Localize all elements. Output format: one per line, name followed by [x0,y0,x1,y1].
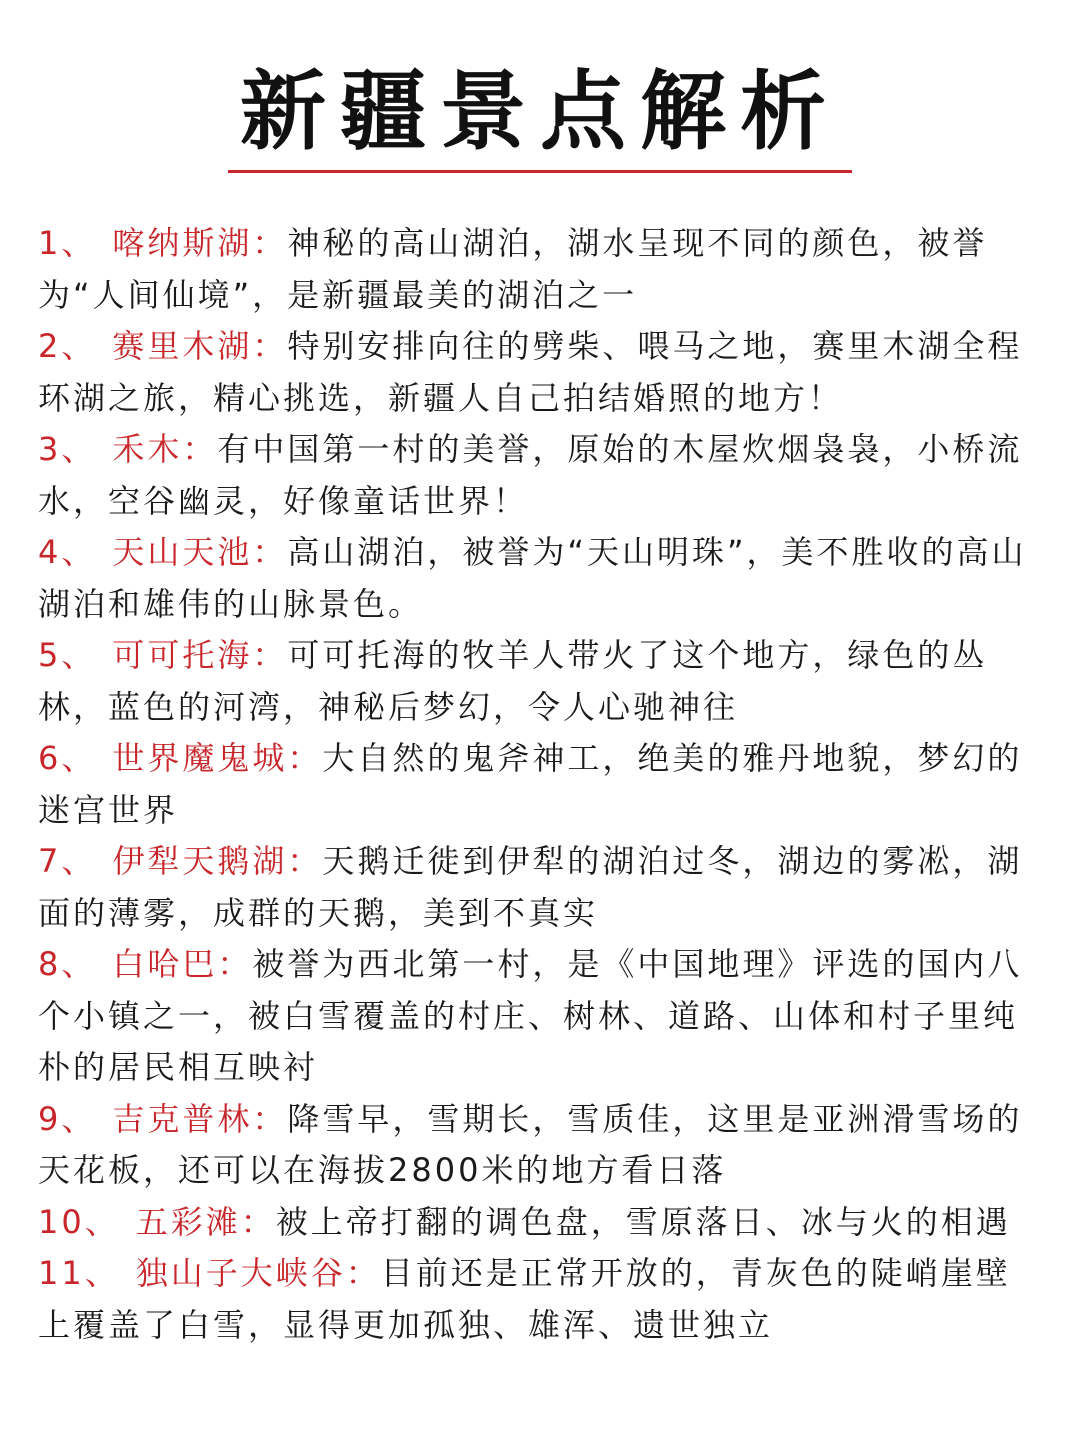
attraction-name: 吉克普林： [112,1099,288,1138]
item-number: 2、 [38,327,97,365]
item-number: 10、 [38,1202,120,1241]
attraction-list [38,218,1042,1351]
attraction-name: 赛里木湖： [112,327,288,365]
item-number: 11、 [38,1254,120,1292]
attraction-name: 独山子大峡谷： [135,1254,381,1292]
attraction-description: 特别安排向往的劈柴、喂马之地，赛里木湖全程环湖之旅，精心挑选，新疆人自己拍结婚照的地方！ [38,327,1023,417]
item-number: 5、 [38,636,97,674]
list-item [38,1094,1042,1197]
attraction-description: 有中国第一村的美誉，原始的木屋炊烟袅袅，小桥流水，空谷幽灵，好像童话世界！ [38,430,1023,520]
attraction-name: 可可托海： [112,636,288,674]
attraction-description: 降雪早，雪期长，雪质佳，这里是亚洲滑雪场的天花板，还可以在海拔2800米的地方看日落 [38,1099,1023,1189]
attraction-name: 天山天池： [112,533,288,571]
attraction-description: 可可托海的牧羊人带火了这个地方，绿色的丛林，蓝色的河湾，神秘后梦幻，令人心驰神往 [38,636,988,726]
list-item [38,1197,1042,1249]
attraction-name: 世界魔鬼城： [112,739,323,777]
attraction-name: 喀纳斯湖： [112,224,288,262]
attraction-name: 禾木： [112,430,218,468]
list-item [38,321,1042,424]
attraction-description: 目前还是正常开放的，青灰色的陡峭崖壁上覆盖了白雪，显得更加孤独、雄浑、遗世独立 [38,1254,1011,1344]
item-number: 9、 [38,1099,97,1138]
attraction-description: 大自然的鬼斧神工，绝美的雅丹地貌，梦幻的迷宫世界 [38,739,1023,829]
attraction-description: 被誉为西北第一村，是《中国地理》评选的国内八个小镇之一，被白雪覆盖的村庄、树林、道路、山体和村子里纯朴的居民相互映衬 [38,945,1023,1086]
item-number: 4、 [38,533,97,571]
item-number: 6、 [38,739,97,777]
attraction-name: 五彩滩： [135,1202,276,1241]
list-item [38,1248,1042,1351]
attraction-description: 被上帝打翻的调色盘，雪原落日、冰与火的相遇 [275,1202,1011,1241]
list-item [38,836,1042,939]
list-item [38,527,1042,630]
item-number: 8、 [38,945,97,983]
attraction-description: 高山湖泊，被誉为“天山明珠”，美不胜收的高山湖泊和雄伟的山脉景色。 [38,533,1027,623]
list-item [38,424,1042,527]
list-item [38,733,1042,836]
item-number: 7、 [38,842,97,880]
list-item [38,218,1042,321]
item-number: 3、 [38,430,97,468]
list-item [38,630,1042,733]
item-number: 1、 [38,224,97,262]
attraction-description: 天鹅迁徙到伊犁的湖泊过冬，湖边的雾凇，湖面的薄雾，成群的天鹅，美到不真实 [38,842,1023,932]
attraction-description: 神秘的高山湖泊，湖水呈现不同的颜色，被誉为“人间仙境”，是新疆最美的湖泊之一 [38,224,988,314]
attraction-name: 伊犁天鹅湖： [112,842,323,880]
page-title: 新疆景点解析 [240,62,840,162]
attraction-name: 白哈巴： [112,945,253,983]
list-item [38,939,1042,1094]
title-underline [228,170,852,173]
